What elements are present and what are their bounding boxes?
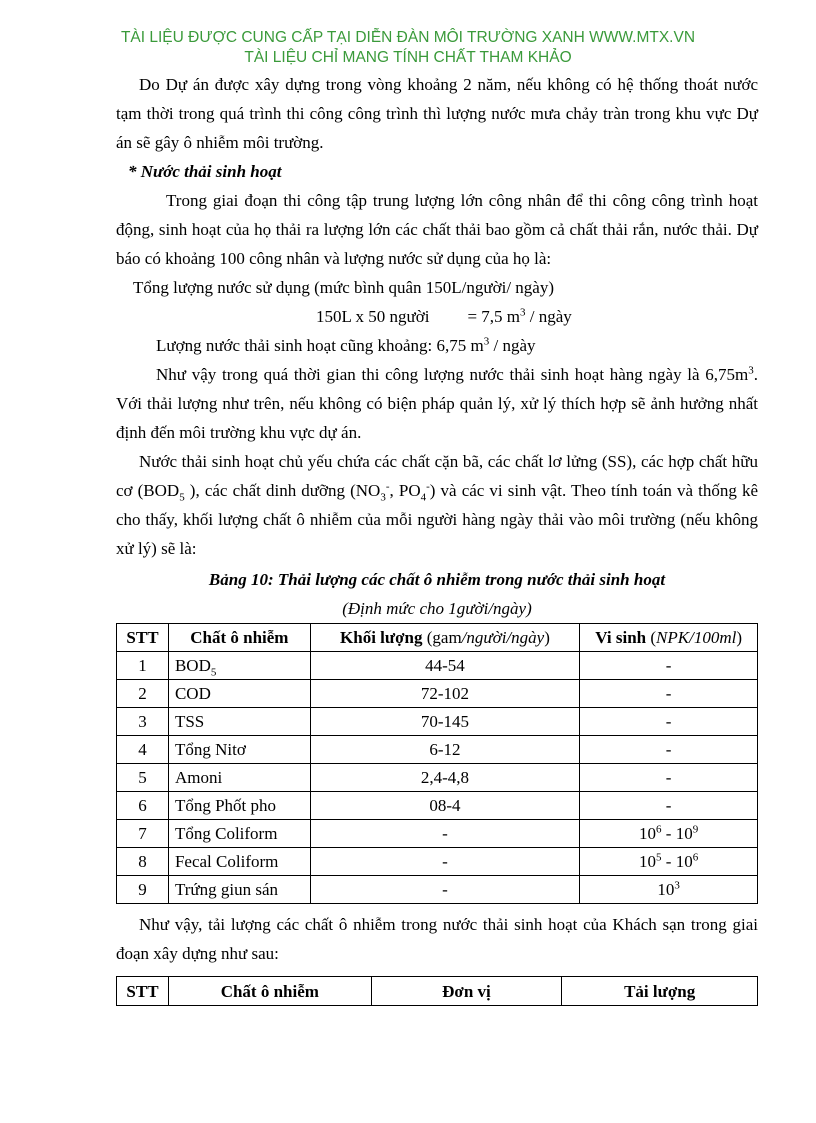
- cell-mass: 08-4: [310, 792, 580, 820]
- micro-rest: (: [646, 628, 657, 647]
- cell-micro: [580, 848, 758, 876]
- name-text: BOD: [174, 656, 211, 675]
- p4-d: ) và các vi sinh vật. Theo tính toán và thống kê cho thấy, khối lượng chất ô nhiễm của mỗi người hàng ngày thải vào môi trường (nếu không xử lý) sẽ là:: [116, 481, 759, 558]
- table-caption: Bảng 10: Thải lượng các chất ô nhiễm trong nước thải sinh hoạt: [208, 570, 666, 589]
- micro-mid: - 10: [661, 824, 693, 843]
- micro-exp: 6: [656, 823, 662, 836]
- table-row: [117, 876, 758, 904]
- waste-unit: / ngày: [489, 336, 536, 355]
- header-stt: STT: [117, 624, 169, 652]
- header-micro: [580, 624, 758, 652]
- cell-stt: 5: [117, 764, 169, 792]
- mass-close: ): [544, 628, 550, 647]
- cell-name: Tổng Phốt pho: [168, 792, 310, 820]
- header-line-1: TÀI LIỆU ĐƯỢC CUNG CẤP TẠI DIỄN ĐÀN MÔI TRƯỜNG XANH WWW.MTX.VN: [120, 29, 696, 46]
- load-header-unit: Đơn vị: [371, 977, 562, 1006]
- mass-rest: (gam: [422, 628, 462, 647]
- micro-base: 10: [657, 880, 675, 899]
- cell-micro: -: [580, 736, 758, 764]
- cell-name: Tổng Nitơ: [168, 736, 310, 764]
- pollutant-table: [116, 623, 758, 904]
- table-row: [117, 848, 758, 876]
- cell-stt: 8: [117, 848, 169, 876]
- header-pollutant: Chất ô nhiễm: [168, 624, 310, 652]
- calc-left: 150L x 50 người: [316, 307, 430, 326]
- section-heading: * Nước thải sinh hoạt: [128, 162, 282, 181]
- cell-micro: -: [580, 708, 758, 736]
- document-body: [116, 70, 758, 1006]
- table-header-row: [117, 624, 758, 652]
- cell-micro: -: [580, 764, 758, 792]
- cell-name: [168, 652, 310, 680]
- micro-close: ): [736, 628, 742, 647]
- p3-pre: Như vậy trong quá thời gian thi công lượng nước thải sinh hoạt hàng ngày là 6,75m: [156, 365, 749, 384]
- cell-stt: 1: [117, 652, 169, 680]
- cell-mass: -: [310, 876, 580, 904]
- cell-name: Tổng Coliform: [168, 820, 310, 848]
- p3-exp: 3: [748, 364, 754, 377]
- cell-name: Trứng giun sán: [168, 876, 310, 904]
- cell-stt: 6: [117, 792, 169, 820]
- page-header: [0, 28, 816, 68]
- micro-exp2: 9: [692, 823, 699, 836]
- cell-mass: -: [310, 820, 580, 848]
- micro-unit: NPK/100ml: [656, 628, 737, 647]
- table-row: [117, 708, 758, 736]
- p4-a: Nước thải sinh hoạt chủ yếu chứa các chất cặn bã, các chất lơ lửng (SS), các hợp chất hữu cơ (BOD: [116, 452, 758, 500]
- cell-stt: 2: [117, 680, 169, 708]
- calc-eq-text: = 7,5 m: [467, 307, 520, 326]
- cell-stt: 3: [117, 708, 169, 736]
- p4-sub1: 5: [179, 491, 185, 504]
- cell-mass: 72-102: [310, 680, 580, 708]
- table-row: [117, 792, 758, 820]
- p4-sup2: -: [385, 480, 390, 493]
- cell-micro: [580, 876, 758, 904]
- table-subcaption: (Định mức cho 1gười/ngày): [342, 599, 532, 618]
- micro-exp: 3: [674, 879, 680, 892]
- cell-stt: 7: [117, 820, 169, 848]
- cell-micro: -: [580, 792, 758, 820]
- mass-bold: Khối lượng: [340, 628, 423, 647]
- header-line-2: TÀI LIỆU CHỈ MANG TÍNH CHẤT THAM KHẢO: [244, 49, 572, 66]
- cell-mass: 6-12: [310, 736, 580, 764]
- cell-stt: 9: [117, 876, 169, 904]
- load-header-pollutant: Chất ô nhiễm: [168, 977, 371, 1006]
- p3-post: . Với thải lượng như trên, nếu không có biện pháp quản lý, xử lý thích hợp sẽ ảnh hưởng nhất định đến môi trường khu vực dự án.: [116, 365, 758, 442]
- table-row: [117, 652, 758, 680]
- micro-bold: Vi sinh: [595, 628, 647, 647]
- header-mass: [310, 624, 580, 652]
- paragraph-4: [116, 447, 758, 563]
- table-row: [117, 820, 758, 848]
- cell-micro: -: [580, 652, 758, 680]
- table-row: [117, 736, 758, 764]
- micro-base: 10: [639, 852, 657, 871]
- micro-base: 10: [639, 824, 657, 843]
- p4-c: , PO: [389, 481, 421, 500]
- p4-sub2: 3: [380, 491, 386, 504]
- micro-exp: 5: [656, 851, 662, 864]
- paragraph-5: Như vậy, tải lượng các chất ô nhiễm trong nước thải sinh hoạt của Khách sạn trong giai đoạn xây dựng như sau:: [116, 915, 758, 963]
- calculation-line: [116, 302, 758, 331]
- load-table-header-row: [117, 977, 758, 1006]
- paragraph-2: Trong giai đoạn thi công tập trung lượng lớn công nhân để thi công công trình hoạt động, sinh hoạt của họ thải ra lượng lớn các chất thải bao gồm cả chất thải rắn, nước thải. Dự báo có khoảng 100 công nhân và lượng nước sử dụng của họ là:: [116, 191, 758, 268]
- cell-name: Fecal Coliform: [168, 848, 310, 876]
- calc-eq: [467, 302, 571, 331]
- waste-exp: 3: [483, 335, 490, 348]
- cell-mass: 44-54: [310, 652, 580, 680]
- cell-stt: 4: [117, 736, 169, 764]
- total-water-line: Tổng lượng nước sử dụng (mức bình quân 150L/người/ ngày): [133, 278, 555, 297]
- cell-micro: -: [580, 680, 758, 708]
- load-table: [116, 976, 758, 1006]
- micro-exp2: 6: [692, 851, 699, 864]
- cell-mass: 70-145: [310, 708, 580, 736]
- calc-exp: 3: [520, 306, 526, 319]
- cell-mass: -: [310, 848, 580, 876]
- cell-name: TSS: [168, 708, 310, 736]
- calc-unit: / ngày: [525, 307, 572, 326]
- table-row: [117, 764, 758, 792]
- waste-text: Lượng nước thải sinh hoạt cũng khoảng: 6,75 m: [156, 336, 484, 355]
- p4-sub3: 4: [420, 491, 427, 504]
- cell-name: Amoni: [168, 764, 310, 792]
- paragraph-1: Do Dự án được xây dựng trong vòng khoảng 2 năm, nếu không có hệ thống thoát nước tạm thời trong quá trình thi công công trình thì lượng nước mưa chảy tràn trong khu vực Dự án sẽ gây ô nhiễm môi trường.: [116, 75, 758, 152]
- wastewater-line: [116, 331, 758, 360]
- cell-mass: 2,4-4,8: [310, 764, 580, 792]
- paragraph-3: [116, 360, 758, 447]
- p4-sup3: -: [426, 480, 430, 493]
- table-row: [117, 680, 758, 708]
- p4-b: ), các chất dinh dưỡng (NO: [184, 481, 381, 500]
- load-header-stt: STT: [117, 977, 169, 1006]
- mass-unit: /người/ngày: [461, 628, 545, 647]
- load-header-load: Tải lượng: [562, 977, 758, 1006]
- micro-mid: - 10: [661, 852, 693, 871]
- cell-name: COD: [168, 680, 310, 708]
- cell-micro: [580, 820, 758, 848]
- name-sub: 5: [210, 666, 217, 679]
